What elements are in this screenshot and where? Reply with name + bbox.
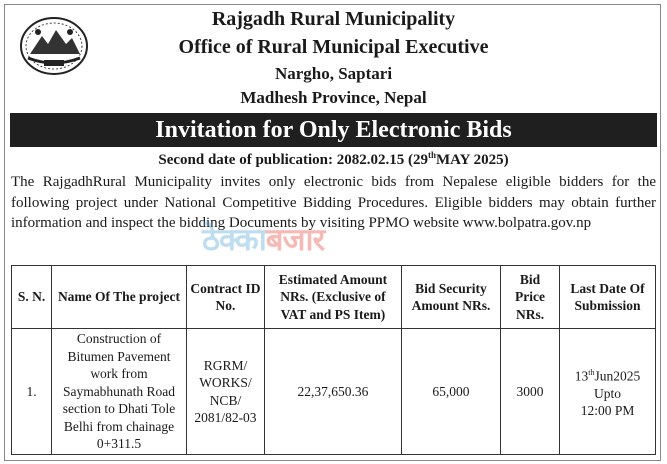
address-line: Nargho, Saptari [274,64,393,83]
header-security: Bid Security Amount NRs. [401,266,500,329]
publication-date-sup: th [427,150,436,160]
province-line: Madhesh Province, Nepal [240,88,427,107]
header-project: Name Of The project [52,266,187,329]
notice-title: Invitation for Only Electronic Bids [10,113,657,147]
table-row [12,329,656,455]
watermark-part2: बजार [265,222,325,258]
cell-sn: 1. [12,329,52,455]
cell-amount: 22,37,650.36 [264,329,401,455]
header-sn: S. N. [12,266,52,329]
header-contract: Contract ID No. [186,266,264,329]
publication-date-suffix: MAY 2025) [435,152,509,168]
deadline-upto: Upto [594,385,622,401]
deadline-day-sup: th [588,367,595,377]
deadline-day: 13 [574,368,589,383]
office-name: Office of Rural Municipal Executive [178,36,489,58]
cell-project: Construction of Bitumen Pavement work from Saymabhunath Road section to Dhati Tole Belhi from chainage 0+311.5 [52,329,187,455]
notice-body: The RajgadhRural Municipality invites only electronic bids from Nepalese eligible bidders for the following project under National Competitive Bidding Procedures. Eligible bidders may obtain further information and inspect the bidding Documents by visiting PPMO website www.bolpatra.gov.np [11,174,656,231]
cell-security: 65,000 [401,329,500,455]
municipality-name: Rajgadh Rural Municipality [211,8,456,30]
publication-date [0,150,667,169]
cell-contract: RGRM/ WORKS/ NCB/ 2081/82-03 [186,329,264,455]
header-amount: Estimated Amount NRs. (Exclusive of VAT and PS Item) [264,266,401,329]
header-deadline: Last Date Of Submission [560,266,656,329]
publication-date-prefix: Second date of publication: 2082.02.15 (29 [158,152,428,168]
cell-price: 3000 [501,329,560,455]
bid-table [11,265,656,455]
watermark-part1: ठेक्का [202,222,266,258]
header-price: Bid Price NRs. [501,266,560,329]
deadline-time: 12:00 PM [580,403,635,418]
deadline-month: Jun2025 [594,368,641,383]
cell-deadline [560,329,656,455]
table-header-row [12,266,656,329]
